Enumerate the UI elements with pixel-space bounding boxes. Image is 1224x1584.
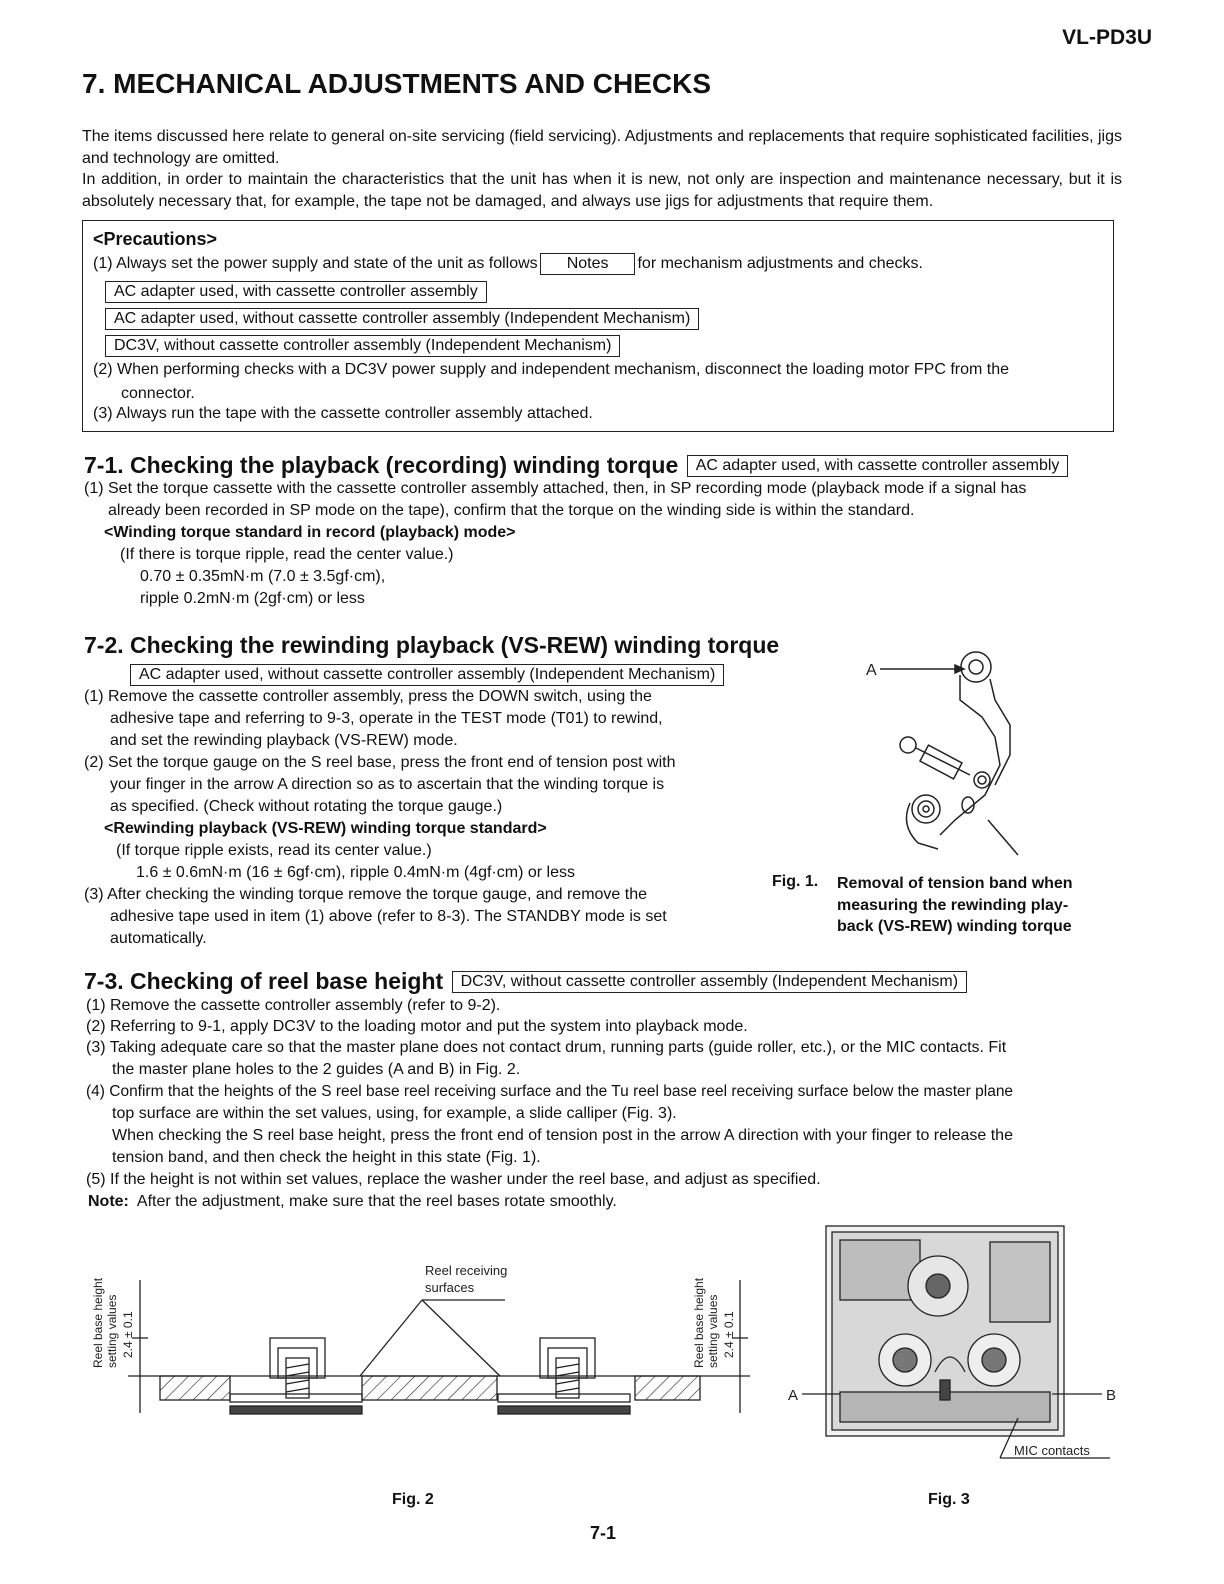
fig1-tension-band-drawing: [860, 645, 1040, 865]
s73-line-9: (5) If the height is not within set values, replace the washer under the reel base, and adjust as specified.: [86, 1171, 821, 1188]
s71-line-5: ripple 0.2mN·m (2gf·cm) or less: [140, 590, 365, 607]
s72-line-5: your finger in the arrow A direction so as to ascertain that the winding torque is: [110, 776, 665, 793]
precaution-2: (2) When performing checks with a DC3V power supply and independent mechanism, disconnect the loading motor FPC from the: [93, 361, 1010, 378]
page-number: 7-1: [590, 1523, 617, 1543]
s73-line-5: (4) Confirm that the heights of the S reel base reel receiving surface and the Tu reel base reel receiving surface below the master plane: [86, 1083, 1014, 1100]
fig1-number: Fig. 1.: [772, 873, 819, 890]
section-7-2-mode-box: AC adapter used, without cassette controller assembly (Independent Mechanism): [130, 664, 724, 686]
fig2-right-label-2: setting values: [706, 1294, 720, 1368]
fig2-right-value: 2.4 ± 0.1: [722, 1311, 736, 1358]
s73-line-7: When checking the S reel base height, press the front end of tension post in the arrow A direction with your finger to release the: [112, 1127, 1013, 1144]
fig3-label-b: B: [1106, 1387, 1117, 1404]
fig2-right-label-1: Reel base height: [692, 1277, 706, 1368]
s72-line-6: as specified. (Check without rotating the torque gauge.): [110, 798, 503, 815]
page-title: 7. MECHANICAL ADJUSTMENTS AND CHECKS: [82, 68, 712, 99]
s73-line-1: (1) Remove the cassette controller assembly (refer to 9-2).: [86, 997, 501, 1014]
s72-line-1: (1) Remove the cassette controller assembly, press the DOWN switch, using the: [84, 688, 652, 705]
mode-box-ac-with: AC adapter used, with cassette controller assembly: [105, 281, 487, 303]
s72-line-8: 1.6 ± 0.6mN·m (16 ± 6gf·cm), ripple 0.4mN·m (4gf·cm) or less: [136, 864, 575, 881]
intro-paragraph-1: The items discussed here relate to general on-site servicing (field servicing). Adjustments and replacements that require sophisticated facilities, jigs and technology are omitted.: [82, 128, 1122, 167]
s72-line-3: and set the rewinding playback (VS-REW) mode.: [110, 732, 458, 749]
fig2-caption: Fig. 2: [392, 1491, 434, 1508]
s72-standard-title: <Rewinding playback (VS-REW) winding torque standard>: [104, 820, 547, 837]
s71-line-4: 0.70 ± 0.35mN·m (7.0 ± 3.5gf·cm),: [140, 568, 386, 585]
fig1-caption-1: Removal of tension band when: [837, 875, 1073, 892]
fig3-mic-label: MIC contacts: [1014, 1443, 1090, 1458]
section-7-3-heading-row: [84, 968, 967, 995]
precaution-1-text-end: for mechanism adjustments and checks.: [637, 255, 923, 272]
section-7-3-mode-box: DC3V, without cassette controller assembly (Independent Mechanism): [452, 971, 967, 993]
note-text: After the adjustment, make sure that the reel bases rotate smoothly.: [136, 1193, 617, 1210]
section-7-1-heading: 7-1. Checking the playback (recording) winding torque: [84, 452, 679, 478]
fig2-left-label-1: Reel base height: [91, 1277, 105, 1368]
s71-line-1: (1) Set the torque cassette with the cassette controller assembly attached, then, in SP recording mode (playback mode if a signal has: [84, 480, 1027, 497]
s71-line-3: (If there is torque ripple, read the center value.): [120, 546, 454, 563]
s73-line-3: (3) Taking adequate care so that the master plane does not contact drum, running parts (guide roller, etc.), or the MIC contacts. Fit: [86, 1039, 1007, 1056]
s72-line-7: (If torque ripple exists, read its center value.): [116, 842, 432, 859]
s72-line-4: (2) Set the torque gauge on the S reel base, press the front end of tension post with: [84, 754, 676, 771]
note-label: Note:: [88, 1193, 129, 1210]
fig3-label-a: A: [788, 1387, 799, 1404]
section-7-1-mode-box: AC adapter used, with cassette controller assembly: [687, 455, 1069, 477]
fig3-caption: Fig. 3: [928, 1491, 970, 1508]
s71-standard-title: <Winding torque standard in record (playback) mode>: [104, 524, 516, 541]
section-7-1-heading-row: [84, 452, 1068, 479]
mode-box-dc3v: DC3V, without cassette controller assembly (Independent Mechanism): [105, 335, 620, 357]
precaution-2-cont: connector.: [121, 385, 195, 402]
section-7-2-heading: 7-2. Checking the rewinding playback (VS-REW) winding torque: [84, 632, 780, 658]
precautions-title: <Precautions>: [93, 229, 218, 249]
section-7-3-heading: 7-3. Checking of reel base height: [84, 968, 444, 994]
s71-line-2: already been recorded in SP mode on the tape), confirm that the torque on the winding side is within the standard.: [108, 502, 915, 519]
s73-line-2: (2) Referring to 9-1, apply DC3V to the loading motor and put the system into playback mode.: [86, 1018, 748, 1035]
fig2-reel-label-1: Reel receiving: [425, 1263, 508, 1278]
fig2-reel-base-height-drawing: [80, 1258, 770, 1438]
fig1-label-a: A: [866, 662, 877, 679]
precaution-1: [93, 253, 923, 275]
fig2-reel-label-2: surfaces: [425, 1280, 475, 1295]
fig3-mechanism-photo: [780, 1222, 1140, 1472]
fig1-caption-3: back (VS-REW) winding torque: [837, 918, 1072, 935]
s73-line-4: the master plane holes to the 2 guides (A and B) in Fig. 2.: [112, 1061, 521, 1078]
s73-line-6: top surface are within the set values, using, for example, a slide calliper (Fig. 3).: [112, 1105, 677, 1122]
fig2-left-value: 2.4 ± 0.1: [121, 1311, 135, 1358]
s72-line-2: adhesive tape and referring to 9-3, operate in the TEST mode (T01) to rewind,: [110, 710, 663, 727]
section-7-1-body: [84, 480, 1144, 620]
fig1-caption: [837, 873, 1073, 938]
s72-line-9: (3) After checking the winding torque remove the torque gauge, and remove the: [84, 886, 648, 903]
s73-line-8: tension band, and then check the height in this state (Fig. 1).: [112, 1149, 541, 1166]
fig2-left-label-2: setting values: [105, 1294, 119, 1368]
section-7-2-body: [84, 688, 764, 958]
precaution-1-text: (1) Always set the power supply and state of the unit as follows: [93, 255, 538, 272]
section-7-3-body: [86, 997, 1146, 1217]
intro: [82, 126, 1122, 212]
precautions-box: [82, 220, 1114, 432]
intro-paragraph-2: In addition, in order to maintain the characteristics that the unit has when it is new, not only are inspection and maintenance necessary, but it is absolutely necessary that, for example, the tape not be damaged, and always use jigs for adjustments that require them.: [82, 171, 1122, 210]
s73-note: [88, 1193, 617, 1211]
model-number: VL-PD3U: [1062, 26, 1152, 49]
notes-box: Notes: [540, 253, 636, 275]
mode-box-ac-without: AC adapter used, without cassette controller assembly (Independent Mechanism): [105, 308, 699, 330]
s72-line-11: automatically.: [110, 930, 207, 947]
fig1-caption-2: measuring the rewinding play-: [837, 896, 1069, 914]
s72-line-10: adhesive tape used in item (1) above (refer to 8-3). The STANDBY mode is set: [110, 908, 667, 925]
precaution-3: (3) Always run the tape with the cassette controller assembly attached.: [93, 405, 593, 422]
